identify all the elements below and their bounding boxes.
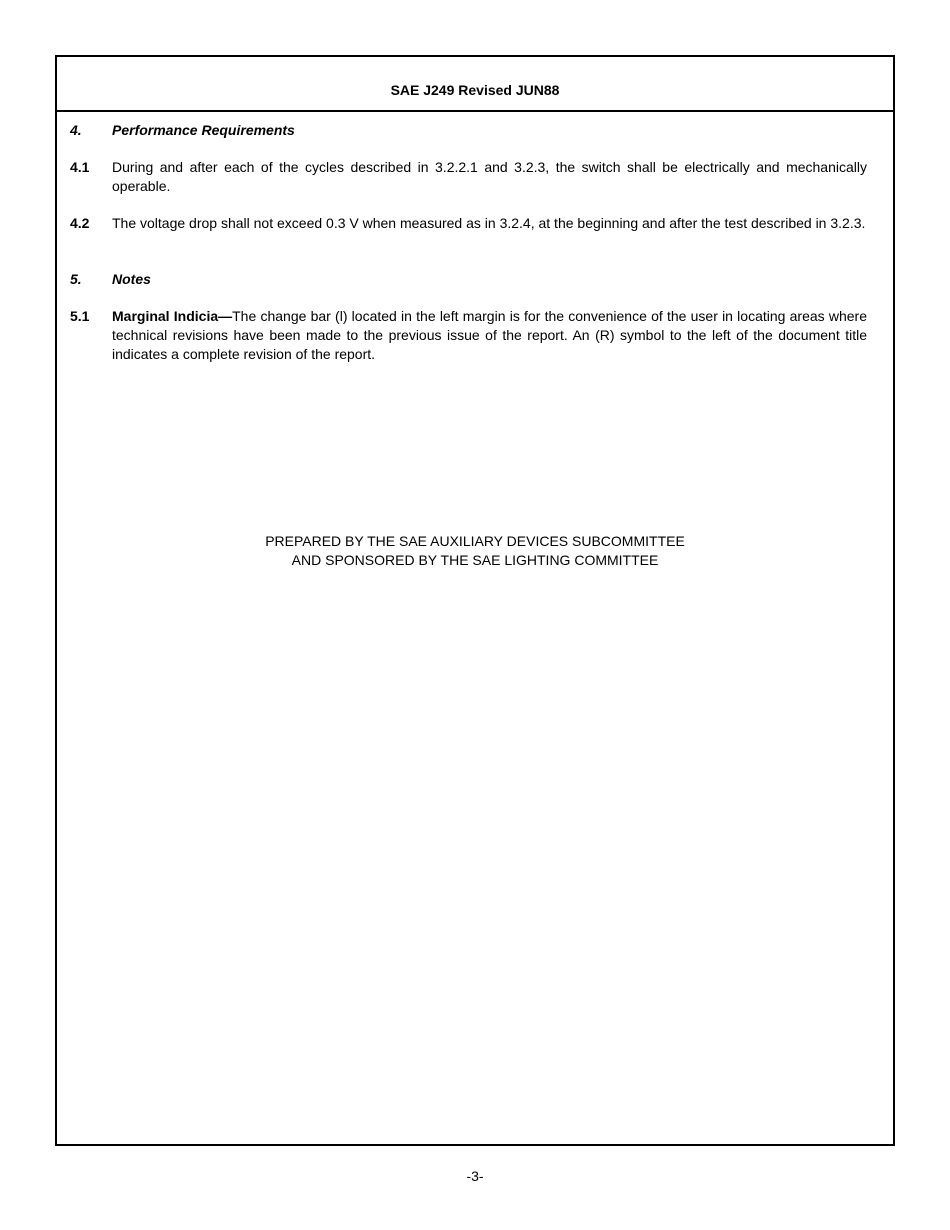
document-title: SAE J249 Revised JUN88 bbox=[390, 82, 560, 98]
section-4-2 bbox=[70, 214, 867, 233]
section-number: 4.2 bbox=[70, 215, 90, 231]
document-header bbox=[57, 57, 893, 112]
document-frame bbox=[55, 55, 895, 1146]
section-number: 5. bbox=[70, 271, 82, 287]
section-number: 5.1 bbox=[70, 308, 90, 324]
section-number: 4. bbox=[70, 122, 82, 138]
prepared-by-note bbox=[57, 532, 893, 570]
section-5-heading bbox=[70, 270, 867, 289]
section-5-1 bbox=[70, 307, 867, 364]
section-body: The change bar (l) located in the left margin is for the convenience of the user in locating areas where technical revisions have been made to the previous issue of the report. An (R) symbol to the left of the document title indicates a complete revision of the report. bbox=[112, 308, 867, 362]
section-number: 4.1 bbox=[70, 159, 90, 175]
prepared-by-line-1: PREPARED BY THE SAE AUXILIARY DEVICES SUBCOMMITTEE bbox=[265, 533, 685, 549]
section-lead: Marginal Indicia— bbox=[112, 308, 233, 324]
page-number: -3- bbox=[466, 1168, 484, 1184]
section-4-heading bbox=[70, 121, 867, 140]
section-text: During and after each of the cycles described in 3.2.2.1 and 3.2.3, the switch shall be electrically and mechanically operable. bbox=[112, 159, 867, 194]
section-text: The voltage drop shall not exceed 0.3 V when measured as in 3.2.4, at the beginning and after the test described in 3.2.3. bbox=[112, 215, 866, 231]
section-text bbox=[112, 307, 867, 364]
section-4-1 bbox=[70, 158, 867, 196]
prepared-by-line-2: AND SPONSORED BY THE SAE LIGHTING COMMITTEE bbox=[291, 552, 659, 568]
section-title: Performance Requirements bbox=[112, 122, 295, 138]
section-title: Notes bbox=[112, 271, 151, 287]
